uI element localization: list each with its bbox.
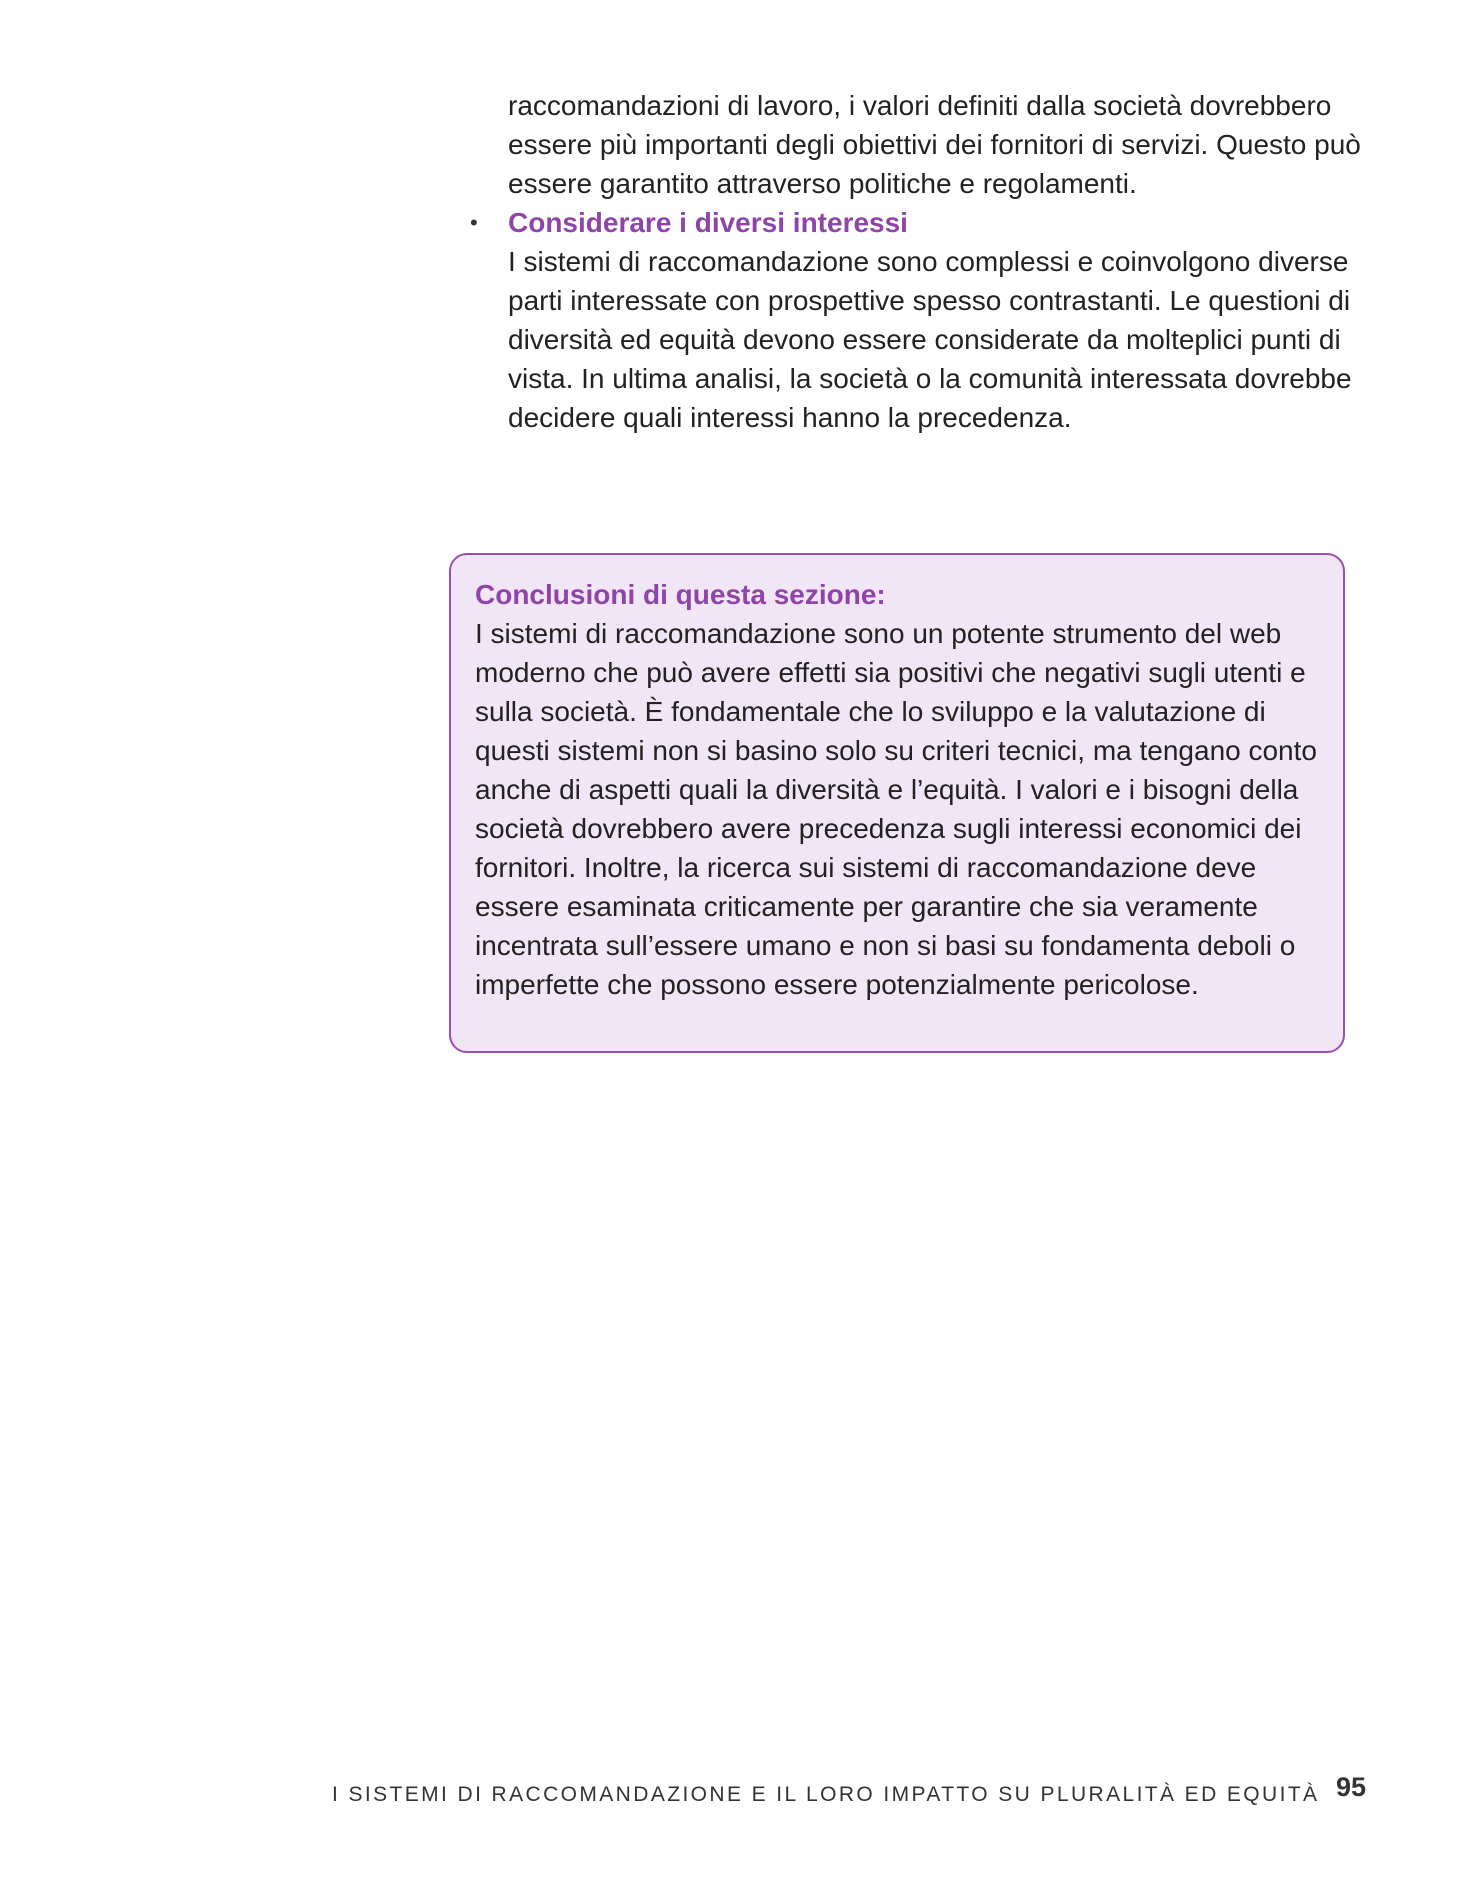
conclusion-box	[449, 553, 1345, 1053]
bullet-body: I sistemi di raccomandazione sono complessi e coinvolgono diverse parti interessate con prospettive spesso contrastanti. Le questioni di diversità ed equità devono essere considerate da molteplici punti di vista. In ultima analisi, la società o la comunità interessata dovrebbe decidere quali interessi hanno la precedenza.	[508, 246, 1352, 433]
page-number: 95	[1336, 1772, 1367, 1802]
continued-paragraph: raccomandazioni di lavoro, i valori definiti dalla società dovrebbero essere più importanti degli obiettivi dei fornitori di servizi. Questo può essere garantito attraverso politiche e regolamenti.	[508, 90, 1361, 199]
conclusion-body: I sistemi di raccomandazione sono un potente strumento del web moderno che può avere effetti sia positivi che negativi sugli utenti e sulla società. È fondamentale che lo sviluppo e la valutazione di questi sistemi non si basino solo su criteri tecnici, ma tengano conto anche di aspetti quali la diversità e l’equità. I valori e i bisogni della società dovrebbero avere precedenza sugli interessi economici dei fornitori. Inoltre, la ricerca sui sistemi di raccomandazione deve essere esaminata criticamente per garantire che sia veramente incentrata sull’essere umano e non si basi su fondamenta deboli o imperfette che possono essere potenzialmente pericolose.	[475, 618, 1317, 1000]
bullet-title: Considerare i diversi interessi	[508, 207, 908, 238]
bullet-list-item	[470, 203, 1388, 437]
bullet-marker: •	[470, 210, 478, 235]
conclusion-title: Conclusioni di questa sezione:	[475, 579, 886, 610]
running-footer-title: I SISTEMI DI RACCOMANDAZIONE E IL LORO IMPATTO SU PLURALITÀ ED EQUITÀ	[332, 1783, 1320, 1806]
